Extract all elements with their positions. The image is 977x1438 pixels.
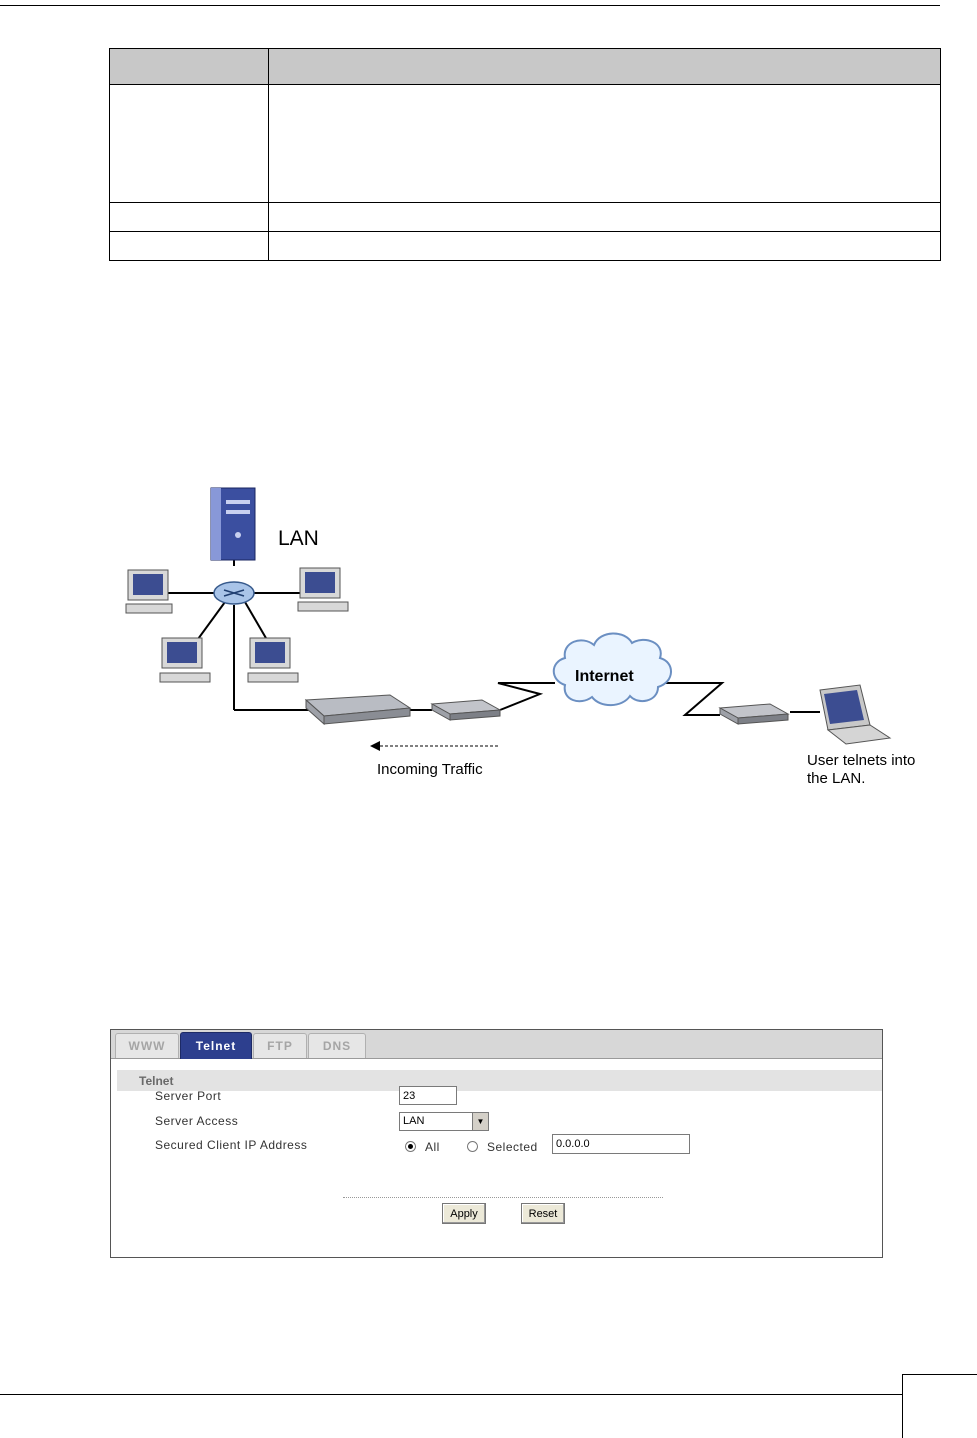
desktop-computer-icon: [126, 570, 172, 613]
lan-label: LAN: [278, 527, 319, 550]
section-title: Telnet: [117, 1070, 882, 1091]
tab-www[interactable]: WWW: [115, 1033, 179, 1058]
server-access-value: LAN: [403, 1115, 425, 1127]
radio-all-label: All: [425, 1140, 440, 1154]
server-icon: [211, 488, 255, 560]
radio-selected[interactable]: [467, 1141, 478, 1152]
tab-bar: [111, 1030, 882, 1059]
telnet-config-panel: [110, 1029, 883, 1258]
footer-rule: [0, 1394, 902, 1395]
tab-dns[interactable]: DNS: [308, 1033, 366, 1058]
chevron-down-icon[interactable]: ▼: [472, 1113, 488, 1130]
table-row: [110, 85, 941, 203]
reference-table: [109, 48, 941, 261]
divider: [343, 1197, 663, 1198]
desktop-computer-icon: [298, 568, 348, 611]
secured-ip-label: Secured Client IP Address: [155, 1138, 308, 1152]
table-header-row: [110, 49, 941, 85]
incoming-traffic-label: Incoming Traffic: [377, 761, 483, 778]
server-access-label: Server Access: [155, 1114, 239, 1128]
desktop-computer-icon: [248, 638, 298, 682]
reset-button[interactable]: Reset: [521, 1203, 565, 1224]
server-port-input[interactable]: 23: [399, 1086, 457, 1105]
desktop-computer-icon: [160, 638, 210, 682]
secured-ip-input[interactable]: 0.0.0.0: [552, 1134, 690, 1154]
table-row: [110, 232, 941, 261]
server-access-select[interactable]: [399, 1112, 489, 1131]
hub-icon: [214, 582, 254, 604]
server-port-label: Server Port: [155, 1089, 222, 1103]
incoming-traffic-arrow: [370, 741, 498, 751]
tab-ftp[interactable]: FTP: [253, 1033, 307, 1058]
header-rule: [0, 5, 940, 6]
laptop-icon: [820, 685, 890, 744]
radio-all[interactable]: [405, 1141, 416, 1152]
modem-icon: [720, 704, 788, 724]
radio-selected-label: Selected: [487, 1140, 538, 1154]
user-label-line2: the LAN.: [807, 770, 866, 787]
table-row: [110, 203, 941, 232]
tab-telnet[interactable]: Telnet: [180, 1032, 252, 1059]
user-label-line1: User telnets into: [807, 752, 916, 769]
modem-icon: [432, 700, 500, 720]
page-number-box: [902, 1374, 977, 1438]
telnet-network-diagram: [110, 480, 930, 790]
router-icon: [306, 695, 410, 724]
internet-label: Internet: [575, 668, 634, 685]
apply-button[interactable]: Apply: [442, 1203, 486, 1224]
